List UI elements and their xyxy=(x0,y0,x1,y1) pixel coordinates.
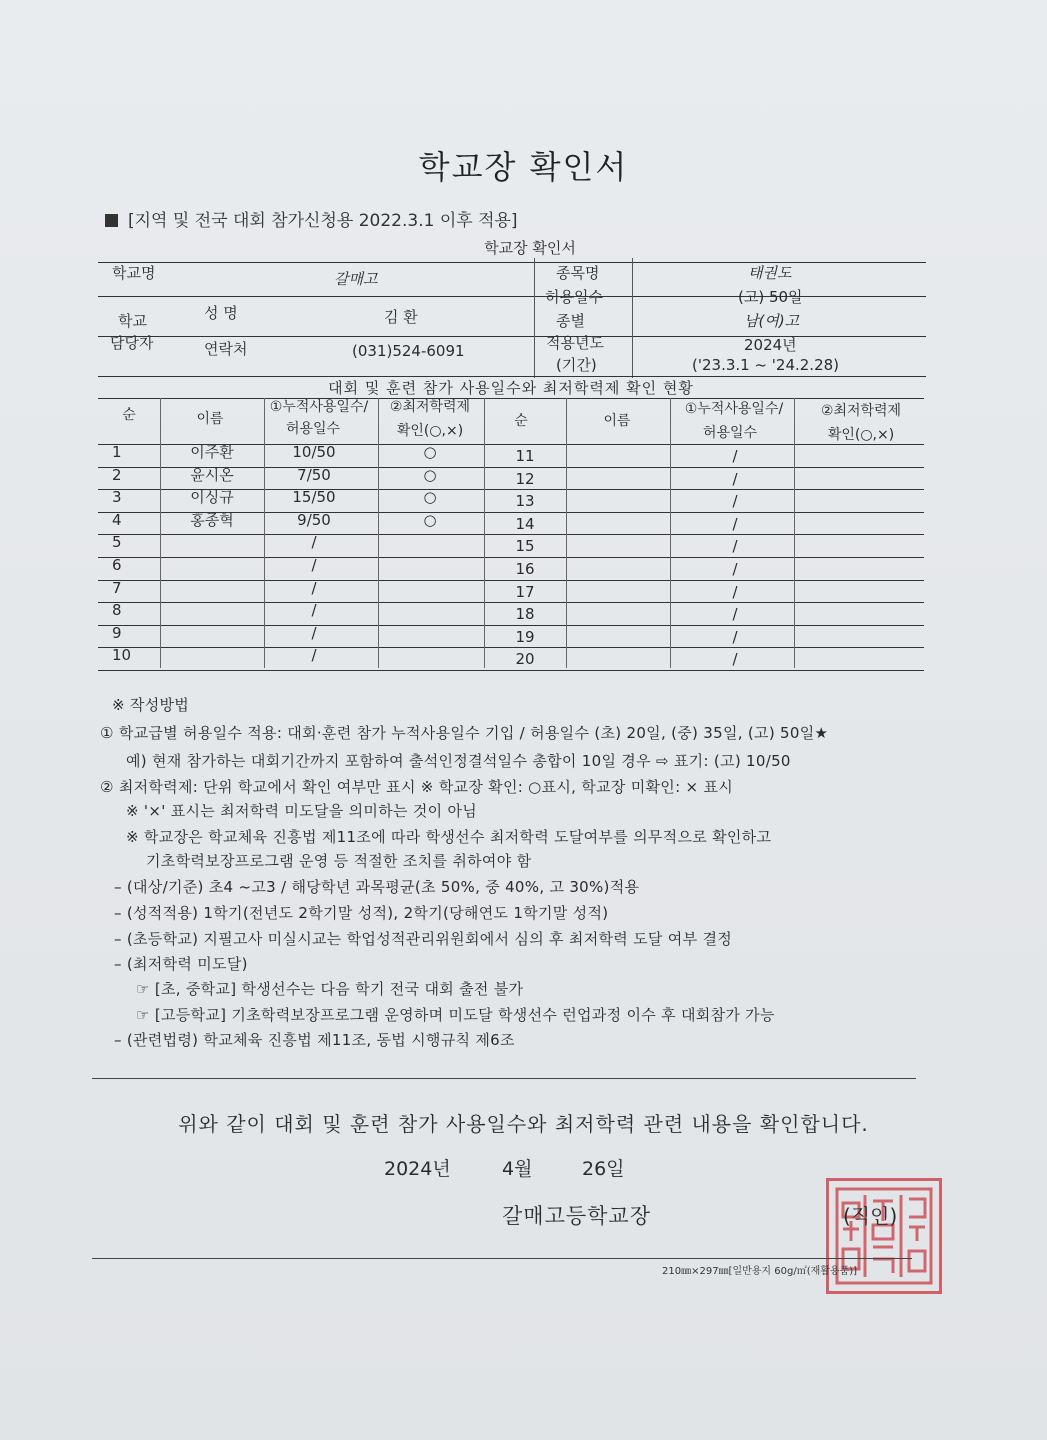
note-line-9: – (초등학교) 지필고사 미실시교는 학업성적관리위원회에서 심의 후 최저학력 도달 여부 결정 xyxy=(114,930,733,948)
principal-name: 갈매고등학교장 xyxy=(502,1204,652,1228)
info-table xyxy=(98,258,926,378)
cell-left-name: 윤시온 xyxy=(190,465,234,484)
cell-left-check xyxy=(380,622,480,644)
cell-right-check xyxy=(798,513,922,535)
note-line-5: ※ 학교장은 학교체육 진흥법 제11조에 따라 학생선수 최저학력 도달여부를 의무적으로 확인하고 xyxy=(126,828,772,846)
cell-right-days: / xyxy=(732,447,738,465)
cell-left-no: 6 xyxy=(112,556,122,574)
cell-left-name xyxy=(164,622,260,644)
cell-left-days: / xyxy=(311,601,317,620)
cell-right-name xyxy=(568,581,668,603)
usage-table xyxy=(98,376,924,670)
cell-left-no: 7 xyxy=(112,578,122,597)
form-heading xyxy=(105,206,518,231)
cell-right-no: 20 xyxy=(515,650,535,669)
year-label-1: 적용년도 xyxy=(546,334,604,352)
note-line-8: – (성적적용) 1학기(전년도 2학기말 성적), 2학기(당해연도 1학기말 성적) xyxy=(114,904,609,922)
cell-left-check xyxy=(380,554,480,576)
cell-left-days: / xyxy=(311,533,317,552)
cell-right-name xyxy=(568,513,668,535)
cell-left-check: ○ xyxy=(423,443,437,461)
cell-right-no: 14 xyxy=(515,514,535,533)
cell-left-check xyxy=(380,644,480,666)
cell-right-check xyxy=(798,626,922,648)
usage-divider xyxy=(160,398,161,668)
cell-right-no: 19 xyxy=(515,627,535,646)
date-day: 26일 xyxy=(582,1158,625,1180)
cell-right-days: / xyxy=(732,469,738,488)
gender-value: 남(여)고 xyxy=(744,312,800,330)
cell-left-days: 9/50 xyxy=(297,510,331,529)
usage-divider xyxy=(670,398,671,668)
cell-right-days: / xyxy=(732,605,738,624)
info-divider xyxy=(534,258,535,378)
cell-right-days: / xyxy=(732,537,738,556)
note-line-2: 예) 현재 참가하는 대회기간까지 포함하여 출석인정결석일수 총합이 10일 경우 ⇨ 표기: (고) 10/50 xyxy=(126,752,791,770)
sport-value: 태권도 xyxy=(748,264,792,282)
cell-right-days: / xyxy=(732,582,738,601)
cell-left-no: 2 xyxy=(112,465,122,484)
year-value: 2024년 xyxy=(744,336,797,354)
cell-left-no: 4 xyxy=(112,510,122,529)
note-line-11: ☞ [초, 중학교] 학생선수는 다음 학기 전국 대회 출전 불가 xyxy=(136,980,524,998)
header-no: 순 xyxy=(122,407,136,423)
note-line-1: ① 학교급별 허용일수 적용: 대회·훈련 참가 누적사용일수 기입 / 허용일수 (초) 20일, (중) 35일, (고) 50일★ xyxy=(100,724,829,742)
cell-right-no: 17 xyxy=(515,582,535,601)
cell-right-check xyxy=(798,558,922,580)
header-days-2: 허용일수 xyxy=(285,421,341,437)
cell-left-no: 3 xyxy=(112,488,122,507)
cell-left-name xyxy=(164,599,260,621)
usage-rule xyxy=(98,376,924,377)
cell-right-days: / xyxy=(732,650,738,669)
header-name-right: 이름 xyxy=(603,413,631,429)
header-days-1: ①누적사용일수/ xyxy=(269,399,369,415)
name-value: 김 환 xyxy=(384,308,418,326)
cell-right-name xyxy=(568,490,668,512)
name-label: 성 명 xyxy=(204,304,238,322)
cell-left-days: 7/50 xyxy=(297,465,331,484)
cell-left-name: 이주환 xyxy=(190,443,234,461)
usage-divider xyxy=(484,398,485,668)
form-heading-text: [지역 및 전국 대회 참가신청용 2022.3.1 이후 적용] xyxy=(128,211,518,231)
info-divider xyxy=(632,258,633,378)
info-rule xyxy=(98,336,926,337)
cell-left-days: / xyxy=(311,578,317,597)
cell-right-check xyxy=(798,648,922,670)
cell-left-no: 1 xyxy=(112,443,122,461)
sport-label: 종목명 xyxy=(556,264,600,282)
note-line-3: ② 최저학력제: 단위 학교에서 확인 여부만 표시 ※ 학교장 확인: ○표시, 학교장 미확인: × 표시 xyxy=(100,778,734,796)
header-check-2: 확인(○,×) xyxy=(396,423,464,439)
cell-left-name xyxy=(164,577,260,599)
contact-label: 연락처 xyxy=(204,340,248,358)
cell-left-no: 9 xyxy=(112,623,122,642)
cell-left-name xyxy=(164,644,260,666)
usage-divider xyxy=(566,398,567,668)
cell-left-check: ○ xyxy=(423,510,437,529)
school-value: 갈매고 xyxy=(334,270,378,288)
cell-left-check xyxy=(380,577,480,599)
contact-value: (031)524-6091 xyxy=(352,342,465,360)
header-days-2-right: 허용일수 xyxy=(702,425,758,441)
cell-left-days: / xyxy=(311,646,317,665)
cell-left-days: / xyxy=(311,556,317,574)
form-subtitle: 학교장 확인서 xyxy=(484,239,576,257)
cell-right-check xyxy=(798,445,922,467)
cell-left-days: 10/50 xyxy=(292,443,336,461)
note-line-13: – (관련법령) 학교체육 진흥법 제11조, 동법 시행규칙 제6조 xyxy=(114,1031,515,1049)
paper-spec-note: 210㎜×297㎜[일반용지 60g/㎡(재활용품)] xyxy=(662,1266,858,1277)
cell-right-days: / xyxy=(732,492,738,511)
cell-right-name xyxy=(568,445,668,467)
allowed-days-value: (고) 50일 xyxy=(738,288,803,306)
cell-right-no: 13 xyxy=(515,492,535,511)
year-label-2: (기간) xyxy=(556,356,597,374)
header-check-1-right: ②최저학력제 xyxy=(820,403,902,419)
cell-right-name xyxy=(568,468,668,490)
cell-left-name: 이싱규 xyxy=(190,488,234,507)
header-check-1: ②최저학력제 xyxy=(389,399,471,415)
cell-right-days: / xyxy=(732,627,738,646)
cell-right-name xyxy=(568,603,668,625)
cell-right-name xyxy=(568,535,668,557)
cell-left-no: 8 xyxy=(112,601,122,620)
cell-left-name xyxy=(164,554,260,576)
cell-left-check xyxy=(380,599,480,621)
cell-right-days: / xyxy=(732,560,738,578)
note-line-10: – (최저학력 미도달) xyxy=(114,955,248,973)
allowed-days-label: 허용일수 xyxy=(545,288,603,306)
cell-right-days: / xyxy=(732,514,738,533)
info-rule xyxy=(98,262,926,263)
cell-left-check: ○ xyxy=(423,465,437,484)
cell-left-days: / xyxy=(311,623,317,642)
cell-left-name xyxy=(164,531,260,553)
period-value: ('23.3.1 ~ '24.2.28) xyxy=(692,356,840,374)
confirmation-statement: 위와 같이 대회 및 훈련 참가 사용일수와 최저학력 관련 내용을 확인합니다. xyxy=(178,1112,869,1136)
cell-right-no: 15 xyxy=(515,537,535,556)
cell-right-check xyxy=(798,535,922,557)
date-year: 2024년 xyxy=(384,1158,451,1180)
document-title: 학교장 확인서 xyxy=(418,148,629,186)
cell-right-check xyxy=(798,490,922,512)
cell-right-check xyxy=(798,603,922,625)
notes-header: ※ 작성방법 xyxy=(112,696,190,714)
cell-right-check xyxy=(798,581,922,603)
cell-left-check xyxy=(380,531,480,553)
header-name: 이름 xyxy=(196,411,224,427)
cell-right-no: 12 xyxy=(515,469,535,488)
note-line-4: ※ '×' 표시는 최저학력 미도달을 의미하는 것이 아님 xyxy=(126,802,478,820)
divider-rule xyxy=(92,1078,916,1079)
gender-label: 종별 xyxy=(556,312,585,330)
square-bullet-icon xyxy=(105,214,118,227)
note-line-6: 기초학력보장프로그램 운영 등 적절한 조치를 취하여야 함 xyxy=(146,852,532,870)
header-days-1-right: ①누적사용일수/ xyxy=(684,401,784,417)
seal-label: (직인) xyxy=(843,1204,898,1228)
usage-caption: 대회 및 훈련 참가 사용일수와 최저학력제 확인 현황 xyxy=(328,379,694,397)
cell-right-no: 16 xyxy=(515,560,535,578)
manager-label-2: 담당자 xyxy=(110,334,154,352)
footer-rule xyxy=(92,1258,912,1259)
school-label: 학교명 xyxy=(112,264,156,282)
usage-rule xyxy=(98,398,924,399)
cell-right-name xyxy=(568,626,668,648)
cell-right-name xyxy=(568,558,668,580)
header-check-2-right: 확인(○,×) xyxy=(827,427,895,443)
cell-left-no: 5 xyxy=(112,533,122,552)
header-no-right: 순 xyxy=(514,413,528,429)
note-line-7: – (대상/기준) 초4 ~고3 / 해당학년 과목평균(초 50%, 중 40%, 고 30%)적용 xyxy=(114,878,640,896)
cell-right-no: 11 xyxy=(515,447,535,465)
cell-right-no: 18 xyxy=(515,605,535,624)
date-month: 4월 xyxy=(502,1158,533,1180)
cell-left-check: ○ xyxy=(423,488,437,507)
cell-left-name: 홍종혁 xyxy=(190,510,234,529)
cell-left-no: 10 xyxy=(112,646,132,665)
note-line-12: ☞ [고등학교] 기초학력보장프로그램 운영하며 미도달 학생선수 런업과정 이수 후 대회참가 가능 xyxy=(136,1006,775,1024)
manager-label-1: 학교 xyxy=(118,312,147,330)
cell-right-check xyxy=(798,468,922,490)
cell-right-name xyxy=(568,648,668,670)
cell-left-days: 15/50 xyxy=(292,488,336,507)
